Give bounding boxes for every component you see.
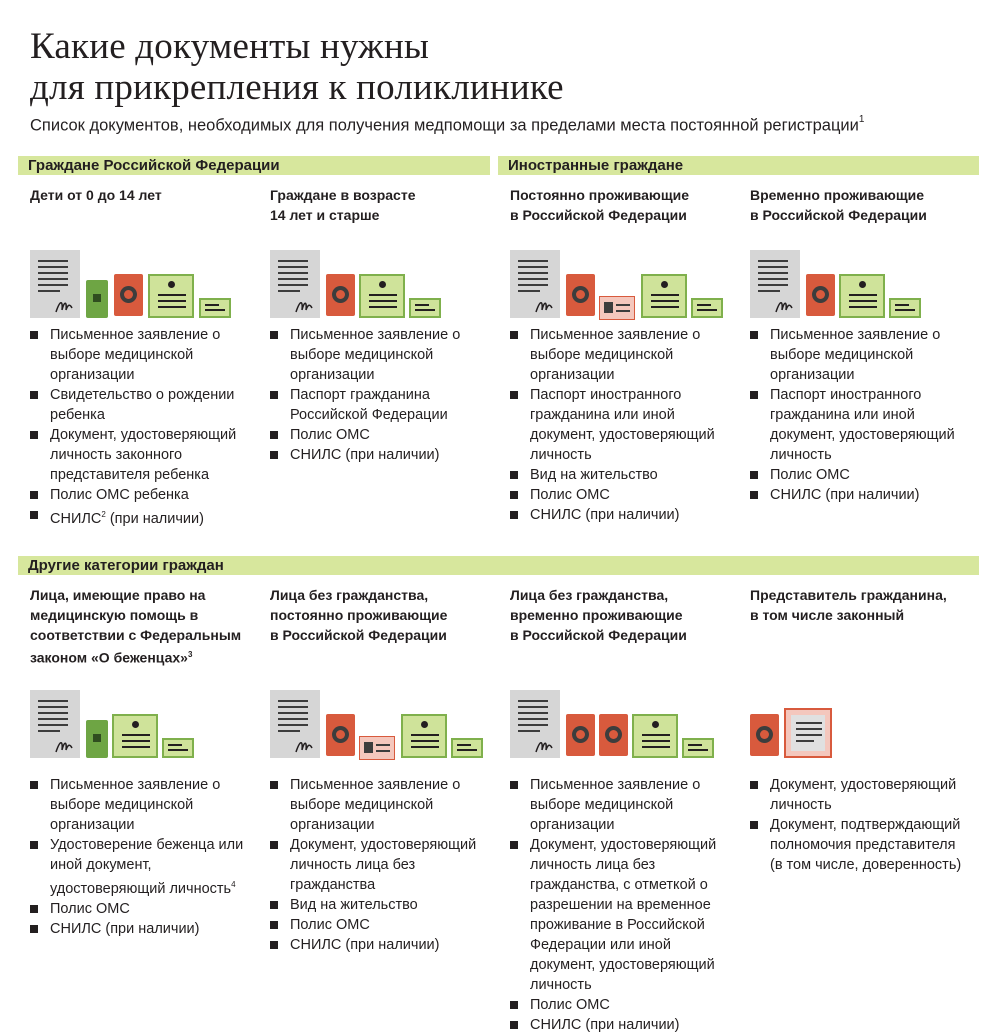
footnote-marker: 3 — [187, 650, 193, 659]
column-heading-foreign-permanent — [510, 185, 689, 225]
page-subtitle — [30, 111, 864, 137]
list-item: Полис ОМС — [510, 485, 730, 505]
list-item: Документ, удостоверяющий личность — [750, 775, 972, 815]
column-heading-citizens-14 — [270, 185, 415, 225]
list-item: Полис ОМС — [510, 995, 732, 1015]
list-item: СНИЛС (при наличии) — [510, 505, 730, 525]
subtitle-text: Список документов, необходимых для получения медпомощи за пределами места постоянной регистрации — [30, 116, 859, 135]
heading-line: соответствии с Федеральным — [30, 627, 242, 643]
heading-line: Лица без гражданства, — [270, 587, 429, 603]
documents-illustration-stateless-permanent — [270, 690, 480, 760]
documents-list-stateless-temporary — [510, 775, 732, 1035]
heading-text: законом «О беженцах» — [30, 649, 188, 666]
oms-policy-icon — [148, 274, 194, 318]
heading-line: постоянно проживающие — [270, 607, 448, 623]
oms-policy-icon — [401, 714, 447, 758]
list-item: Документ, подтверждающий полномочия представителя (в том числе, доверенность) — [750, 815, 972, 875]
heading-line: временно проживающие — [510, 607, 683, 623]
documents-illustration-children — [30, 250, 240, 320]
heading-line: в том числе законный — [750, 607, 905, 623]
list-item: Паспорт иностранного гражданина или иной документ, удостоверяющий личность — [510, 385, 730, 465]
documents-illustration-refugees — [30, 690, 240, 760]
heading-line: Временно проживающие — [750, 187, 925, 203]
section-bar-citizens — [18, 156, 490, 175]
refugee-certificate-icon — [86, 720, 108, 758]
residence-permit-icon — [599, 296, 635, 320]
list-item: Полис ОМС — [270, 915, 490, 935]
list-item: Письменное заявление о выборе медицинской организации — [510, 325, 730, 385]
column-heading-children — [30, 185, 162, 205]
documents-list-representative — [750, 775, 972, 875]
list-item: Паспорт иностранного гражданина или иной документ, удостоверяющий личность — [750, 385, 970, 465]
list-item: Полис ОМС — [270, 425, 485, 445]
column-heading-stateless-permanent — [270, 585, 447, 645]
list-item — [30, 505, 255, 529]
application-document-icon — [510, 250, 560, 318]
documents-list-foreign-temporary — [750, 325, 970, 505]
list-item: Полис ОМС — [750, 465, 970, 485]
heading-line: медицинскую помощь в — [30, 607, 199, 623]
list-item: Полис ОМС — [30, 899, 255, 919]
documents-illustration-foreign-temporary — [750, 250, 960, 320]
column-heading-foreign-temporary — [750, 185, 927, 225]
column-heading-refugees — [30, 585, 241, 668]
snils-card-icon — [199, 298, 231, 318]
snils-card-icon — [162, 738, 194, 758]
list-item: Вид на жительство — [510, 465, 730, 485]
heading-line: Представитель гражданина, — [750, 587, 947, 603]
list-item: Свидетельство о рождении ребенка — [30, 385, 255, 425]
list-item: СНИЛС (при наличии) — [750, 485, 970, 505]
application-document-icon — [270, 690, 320, 758]
documents-list-foreign-permanent — [510, 325, 730, 525]
list-item — [30, 835, 255, 899]
subtitle-footnote: 1 — [858, 114, 865, 125]
column-heading-representative — [750, 585, 947, 625]
list-item: СНИЛС (при наличии) — [270, 935, 490, 955]
list-item: Письменное заявление о выборе медицинской организации — [30, 775, 255, 835]
list-item: Документ, удостоверяющий личность лица без гражданства, с отметкой о разрешении на временное проживание в Российской Федерации или иной документ, удостоверяющий личность — [510, 835, 732, 995]
footnote-marker: 2 — [101, 510, 106, 519]
oms-policy-icon — [359, 274, 405, 318]
snils-card-icon — [889, 298, 921, 318]
application-document-icon — [510, 690, 560, 758]
application-document-icon — [270, 250, 320, 318]
documents-illustration-citizens-14 — [270, 250, 480, 320]
documents-list-children — [30, 325, 255, 529]
heading-line: Граждане в возрасте — [270, 187, 416, 203]
foreign-passport-icon — [566, 274, 595, 316]
heading-line: Постоянно проживающие — [510, 187, 690, 203]
residence-permit-icon — [359, 736, 395, 760]
list-item: СНИЛС (при наличии) — [510, 1015, 732, 1035]
application-document-icon — [750, 250, 800, 318]
second-identity-document-icon — [599, 714, 628, 756]
list-item: Паспорт гражданина Российской Федерации — [270, 385, 485, 425]
list-item: Документ, удостоверяющий личность лица без гражданства — [270, 835, 490, 895]
title-line-1: Какие документы нужны — [30, 26, 430, 67]
column-heading-stateless-temporary — [510, 585, 687, 645]
snils-card-icon — [451, 738, 483, 758]
documents-illustration-representative — [750, 690, 960, 760]
item-text: Удостоверение беженца или иной документ, удостоверяющий личность — [50, 837, 244, 897]
heading-line: в Российской Федерации — [270, 627, 447, 643]
heading-line: в Российской Федерации — [510, 627, 687, 643]
oms-policy-icon — [632, 714, 678, 758]
list-item: Письменное заявление о выборе медицинской организации — [30, 325, 255, 385]
oms-policy-icon — [641, 274, 687, 318]
list-item: Письменное заявление о выборе медицинской организации — [750, 325, 970, 385]
identity-document-icon — [566, 714, 595, 756]
list-item: Письменное заявление о выборе медицинской организации — [270, 775, 490, 835]
footnote-marker: 4 — [231, 880, 236, 889]
identity-document-icon — [750, 714, 779, 756]
section-title-citizens: Граждане Российской Федерации — [28, 157, 280, 174]
snils-card-icon — [409, 298, 441, 318]
title-line-2: для прикрепления к поликлинике — [30, 67, 564, 108]
documents-list-stateless-permanent — [270, 775, 490, 955]
heading-line: Лица без гражданства, — [510, 587, 669, 603]
snils-card-icon — [682, 738, 714, 758]
heading-line: в Российской Федерации — [750, 207, 927, 223]
list-item: Полис ОМС ребенка — [30, 485, 255, 505]
section-bar-foreigners — [498, 156, 979, 175]
snils-note: (при наличии) — [105, 510, 204, 527]
passport-icon — [114, 274, 143, 316]
list-item: Вид на жительство — [270, 895, 490, 915]
documents-illustration-foreign-permanent — [510, 250, 720, 320]
list-item: Письменное заявление о выборе медицинской организации — [510, 775, 732, 835]
heading-line — [30, 645, 241, 668]
section-title-other: Другие категории граждан — [28, 557, 224, 574]
power-of-attorney-icon — [784, 708, 832, 758]
snils-label: СНИЛС — [50, 510, 102, 527]
list-item: СНИЛС (при наличии) — [30, 919, 255, 939]
application-document-icon — [30, 690, 80, 758]
documents-list-citizens-14 — [270, 325, 485, 465]
heading-line: Лица, имеющие право на — [30, 587, 206, 603]
foreign-passport-icon — [806, 274, 835, 316]
section-bar-other — [18, 556, 979, 575]
section-title-foreigners: Иностранные граждане — [508, 157, 684, 174]
heading-line: Дети от 0 до 14 лет — [30, 187, 162, 203]
oms-policy-icon — [839, 274, 885, 318]
documents-list-refugees — [30, 775, 255, 939]
snils-card-icon — [691, 298, 723, 318]
passport-icon — [326, 274, 355, 316]
heading-line: в Российской Федерации — [510, 207, 687, 223]
heading-line: 14 лет и старше — [270, 207, 380, 223]
identity-document-icon — [326, 714, 355, 756]
list-item: Документ, удостоверяющий личность законного представителя ребенка — [30, 425, 255, 485]
oms-policy-icon — [112, 714, 158, 758]
list-item: СНИЛС (при наличии) — [270, 445, 485, 465]
documents-illustration-stateless-temporary — [510, 690, 720, 760]
list-item: Письменное заявление о выборе медицинской организации — [270, 325, 485, 385]
page-title — [30, 26, 564, 108]
application-document-icon — [30, 250, 80, 318]
birth-certificate-icon — [86, 280, 108, 318]
